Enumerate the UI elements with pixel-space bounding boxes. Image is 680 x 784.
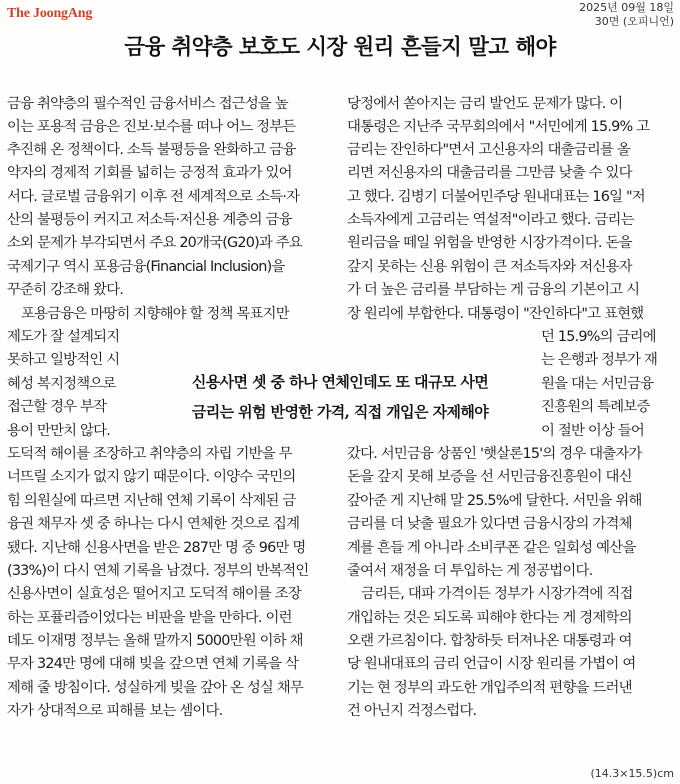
text-line: 금리든, 대파 가격이든 정부가 시장가격에 직접	[361, 586, 633, 602]
text-line: 제해 줄 방침이다. 성실하게 빚을 갚아 온 성실 채무	[7, 680, 303, 696]
text-line: 갚지 못하는 신용 위험이 큰 저소득자와 저신용자	[347, 259, 632, 275]
text-line: 건 아닌지 걱정스럽다.	[347, 703, 477, 719]
text-line: (33%)이 다시 연체 기록을 남겼다. 정부의 반복적인	[7, 563, 309, 579]
text-line: 가 더 높은 금리를 부담하는 게 금융의 기본이고 시	[347, 282, 640, 298]
text-line: 소외 문제가 부각되면서 주요 20개국(G20)과 주요	[7, 235, 302, 251]
text-line: 하는 포퓰리즘이었다는 비판을 받을 만하다. 이런	[7, 610, 292, 626]
size-note: (14.3×15.5)cm	[590, 767, 674, 780]
pull-quote-line: 금리는 위험 반영한 가격, 직접 개입은 자제해야	[191, 403, 489, 421]
brand-logo: The JoongAng	[7, 6, 93, 21]
text-line: 국제기구 역시 포용금융(Financial Inclusion)을	[7, 259, 285, 275]
text-line: 신용사면이 실효성은 떨어지고 도덕적 해이를 조장	[7, 586, 302, 602]
text-line: 혜성 복지정책으로	[7, 376, 116, 392]
text-line: 산의 불평등이 커지고 저소득·저신용 계층의 금융	[7, 212, 292, 228]
text-line: 됐다. 지난해 신용사면을 받은 287만 명 중 96만 명	[7, 540, 306, 556]
text-line: 융권 채무자 셋 중 하나는 다시 연체한 것으로 집계	[7, 516, 300, 532]
text-line: 접근할 경우 부작	[7, 399, 107, 415]
text-line: 금리를 더 낮출 필요가 있다면 금융시장의 가격체	[347, 516, 632, 532]
text-line: 진흥원의 특례보증	[541, 399, 650, 415]
article-headline: 금융 취약층 보호도 시장 원리 흔들지 말고 해야	[124, 35, 556, 60]
text-line: 금리는 잔인하다"면서 고신용자의 대출금리를 올	[347, 142, 630, 158]
text-line: 기는 현 정부의 과도한 개입주의적 편향을 드러낸	[347, 680, 632, 696]
text-line: 이는 포용적 금융은 진보·보수를 떠나 어느 정부든	[7, 119, 296, 135]
text-line: 금융 취약층의 필수적인 금융서비스 접근성을 높	[7, 96, 288, 112]
text-line: 대통령은 지난주 국무회의에서 "서민에게 15.9% 고	[347, 119, 650, 135]
text-line: 이 절반 이상 들어	[541, 423, 645, 439]
text-line: 약자의 경제적 기회를 넓히는 긍정적 효과가 있어	[7, 165, 292, 181]
text-line: 원을 대는 서민금융	[541, 376, 654, 392]
publication-meta	[579, 1, 674, 29]
text-line: 줄여서 재정을 더 투입하는 게 정공법이다.	[347, 563, 593, 579]
text-line: 힘 의원실에 따르면 지난해 연체 기록이 삭제된 금	[7, 493, 296, 509]
text-line: 데도 이재명 정부는 올해 말까지 5000만원 이하 채	[7, 633, 303, 649]
text-line: 장 원리에 부합한다. 대통령이 "잔인하다"고 표현했	[347, 306, 644, 322]
text-line: 당정에서 쏟아지는 금리 발언도 문제가 많다. 이	[347, 96, 623, 112]
text-line: 자가 상대적으로 피해를 보는 셈이다.	[7, 703, 223, 719]
text-line: 던 15.9%의 금리에	[541, 329, 656, 345]
text-line: 돈을 갚지 못해 보증을 선 서민금융진흥원이 대신	[347, 469, 632, 485]
text-line: 용이 만만치 않다.	[7, 423, 111, 439]
page-section: 30면 (오피니언)	[594, 15, 674, 28]
text-line: 리면 저신용자의 대출금리를 그만큼 낮출 수 있다	[347, 165, 632, 181]
text-line: 못하고 일방적인 시	[7, 352, 120, 368]
text-line: 당 원내대표의 금리 언급이 시장 원리를 가볍이 여	[347, 656, 636, 672]
text-line: 서다. 글로벌 금융위기 이후 전 세계적으로 소득·자	[7, 189, 300, 205]
text-line: 꾸준히 강조해 왔다.	[7, 282, 124, 298]
publication-date: 2025년 09월 18일	[579, 1, 674, 14]
text-line: 무자 324만 명에 대해 빚을 갚으면 연체 기록을 삭	[7, 656, 299, 672]
text-line: 제도가 잘 설계되지	[7, 329, 120, 345]
text-line: 오랜 가르침이다. 합창하듯 터져나온 대통령과 여	[347, 633, 632, 649]
text-line: 포용금융은 마땅히 지향해야 할 정책 목표지만	[21, 306, 289, 322]
pull-quote	[140, 367, 540, 427]
text-line: 추진해 온 정책이다. 소득 불평등을 완화하고 금융	[7, 142, 296, 158]
text-line: 원리금을 떼일 위험을 반영한 시장가격이다. 돈을	[347, 235, 632, 251]
text-line: 계를 흔들 게 아니라 소비쿠폰 같은 일회성 예산을	[347, 540, 636, 556]
text-line: 소득자에게 고금리는 역설적"이라고 했다. 금리는	[347, 212, 634, 228]
text-line: 는 은행과 정부가 재	[541, 352, 658, 368]
text-line: 갚아준 게 지난해 말 25.5%에 달한다. 서민을 위해	[347, 493, 642, 509]
text-line: 개입하는 것은 되도록 피해야 한다는 게 경제학의	[347, 610, 632, 626]
text-line: 도덕적 해이를 조장하고 취약층의 자립 기반을 무	[7, 446, 292, 462]
text-line: 고 했다. 김병기 더불어민주당 원내대표는 16일 "저	[347, 189, 645, 205]
text-line: 너뜨릴 소지가 없지 않기 때문이다. 이양수 국민의	[7, 469, 296, 485]
text-line: 갔다. 서민금융 상품인 '햇살론15'의 경우 대출자가	[347, 446, 642, 462]
pull-quote-line: 신용사면 셋 중 하나 연체인데도 또 대규모 사면	[191, 373, 489, 391]
